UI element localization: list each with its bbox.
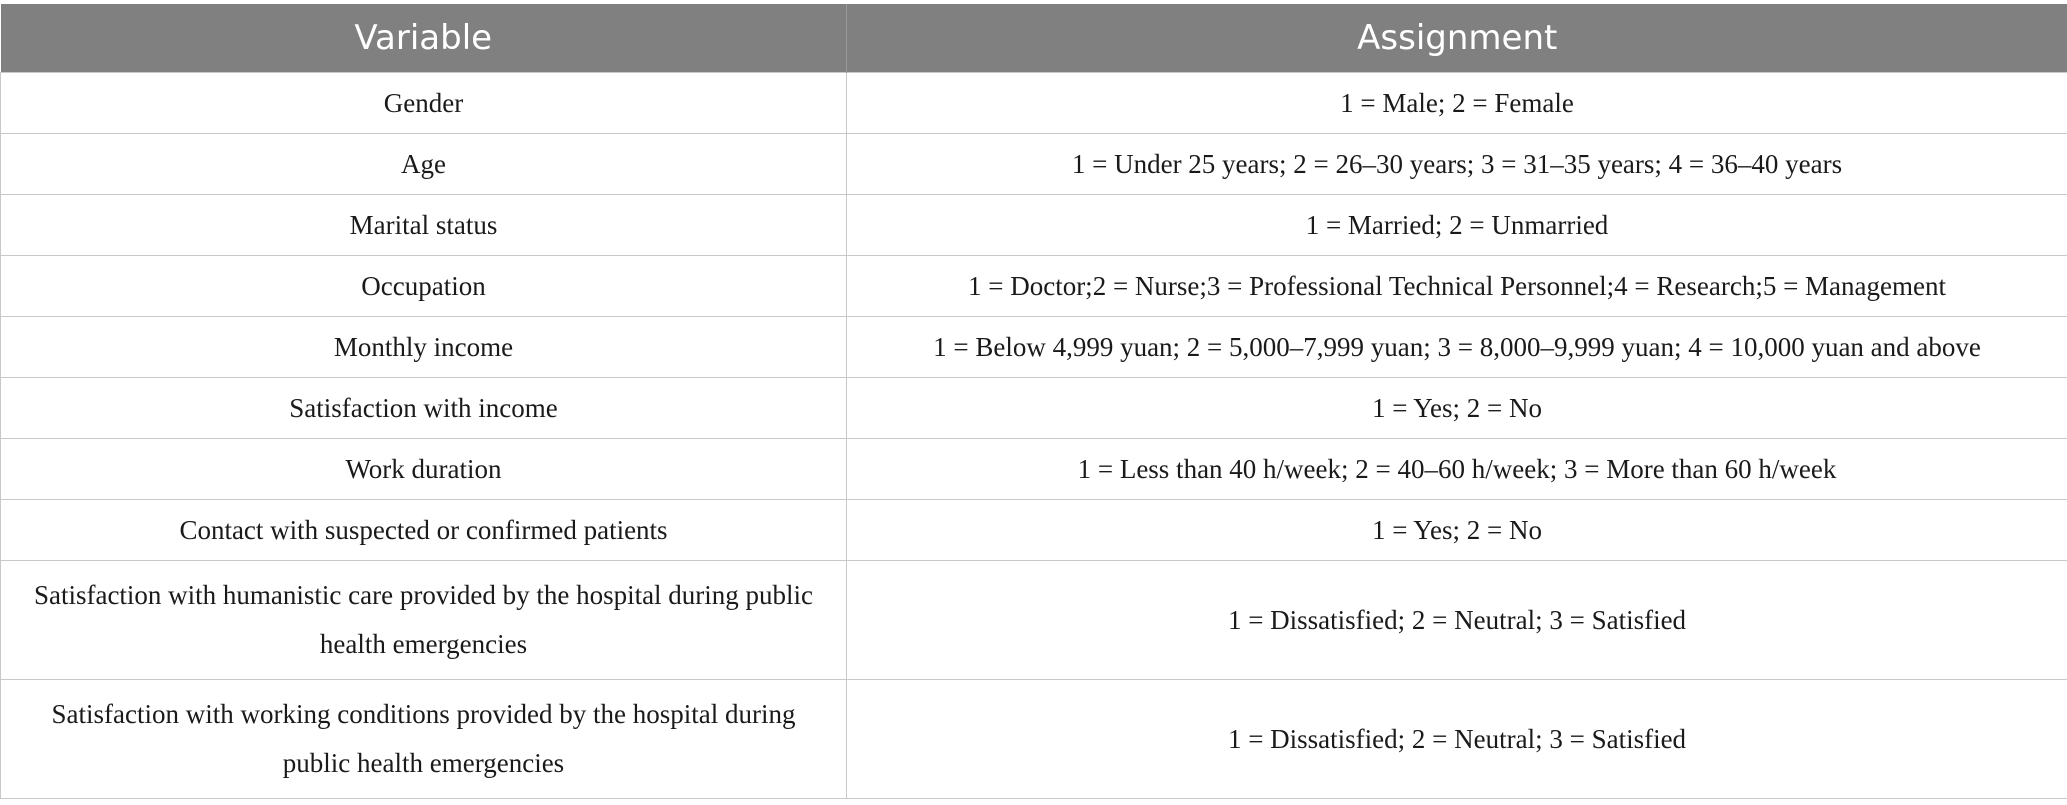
cell-assignment: 1 = Married; 2 = Unmarried [847,195,2067,256]
cell-variable: Gender [1,73,847,134]
cell-assignment: 1 = Dissatisfied; 2 = Neutral; 3 = Satisfied [847,561,2067,680]
header-variable: Variable [1,4,847,73]
table-row [1,317,2067,378]
cell-assignment: 1 = Yes; 2 = No [847,500,2067,561]
cell-variable: Marital status [1,195,847,256]
cell-assignment: 1 = Yes; 2 = No [847,378,2067,439]
table-row [1,561,2067,680]
cell-variable: Monthly income [1,317,847,378]
table-row [1,439,2067,500]
cell-assignment: 1 = Dissatisfied; 2 = Neutral; 3 = Satisfied [847,680,2067,799]
cell-variable: Satisfaction with income [1,378,847,439]
table-row [1,256,2067,317]
cell-variable: Occupation [1,256,847,317]
cell-variable: Age [1,134,847,195]
variable-assignment-table-container [0,4,2067,799]
cell-assignment: 1 = Male; 2 = Female [847,73,2067,134]
header-row [1,4,2067,73]
cell-assignment: 1 = Below 4,999 yuan; 2 = 5,000–7,999 yuan; 3 = 8,000–9,999 yuan; 4 = 10,000 yuan and above [847,317,2067,378]
cell-assignment: 1 = Doctor;2 = Nurse;3 = Professional Technical Personnel;4 = Research;5 = Management [847,256,2067,317]
variable-assignment-table [0,4,2067,799]
cell-variable: Work duration [1,439,847,500]
table-row [1,73,2067,134]
table-row [1,134,2067,195]
table-body [1,73,2067,799]
table-row [1,680,2067,799]
header-assignment: Assignment [847,4,2067,73]
table-row [1,500,2067,561]
cell-assignment: 1 = Under 25 years; 2 = 26–30 years; 3 = 31–35 years; 4 = 36–40 years [847,134,2067,195]
table-header [1,4,2067,73]
table-row [1,195,2067,256]
table-row [1,378,2067,439]
cell-variable: Satisfaction with working conditions provided by the hospital during public health emergencies [1,680,847,799]
cell-variable: Satisfaction with humanistic care provided by the hospital during public health emergencies [1,561,847,680]
cell-assignment: 1 = Less than 40 h/week; 2 = 40–60 h/week; 3 = More than 60 h/week [847,439,2067,500]
cell-variable: Contact with suspected or confirmed patients [1,500,847,561]
